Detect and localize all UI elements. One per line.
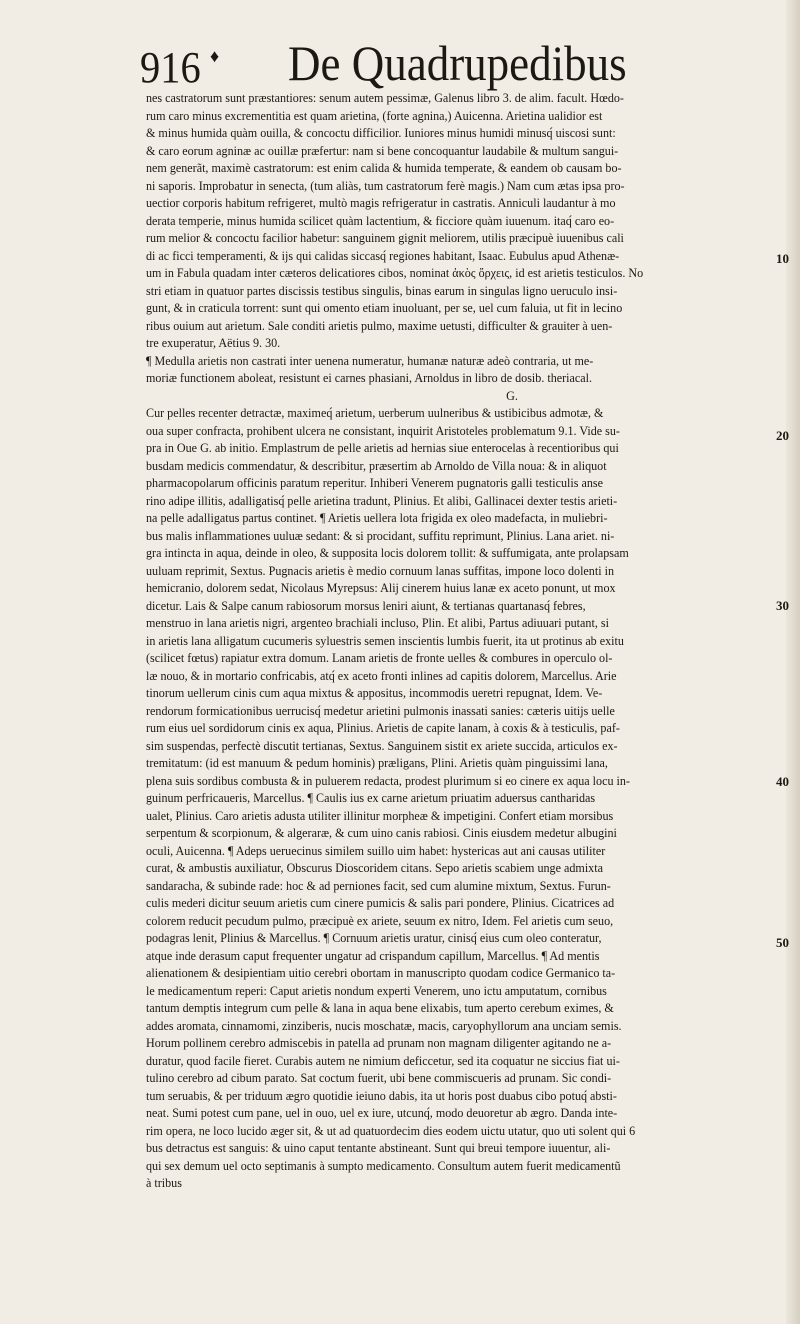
text-line: rino adipe illitis, adalligatisq́ pelle arietina tradunt, Plinius. Et alibi, Gallinacei dexter testis arieti- — [146, 493, 618, 508]
page-mark: ♦ — [210, 46, 220, 66]
text-line: Horum pollinem cerebro admiscebis in patella ad prunam non magnam diligenter agitando ne a- — [146, 1036, 612, 1050]
text-line: tremitatum: (id est manuum & pedum hominis) præligans, Plini. Arietis quàm pinguissimi lana, — [146, 756, 608, 770]
text-line: nem generãt, maximè castratorum: est enim calida & humida temperate, & eandem ob causam bo- — [146, 161, 622, 175]
text-line: menstruo in lana arietis nigri, argenteo brachiali incluso, Plin. Et alibi, Partus adiuuari putant, si — [146, 616, 609, 630]
margin-line-number: 20 — [776, 428, 789, 443]
text-line: pra in Oue G. ab initio. Emplastrum de pelle arietis ad hernias siue enterocelas à recentioribus qui — [146, 441, 619, 455]
text-line: di ac ficci temperamenti, & ijs qui calidas siccasq́ regiones habitant, Isaac. Eubulus apud Athenæ- — [146, 248, 620, 263]
text-line: sandaracha, & subinde rade: hoc & ad perniones facit, sed cum alumine mixtum, Sextus. Furun- — [146, 878, 611, 893]
text-line: plena suis sordibus combusta & in puluerem redacta, prodest plurimum si eo cinere ex aqua locu in- — [146, 773, 630, 788]
text-line: G. — [506, 388, 518, 403]
text-line: à tribus — [146, 1176, 182, 1190]
text-line: guinum perfricaueris, Marcellus. ¶ Caulis ius ex carne arietum priuatim aduersus cantharidas — [146, 791, 596, 805]
text-line: oua super confracta, prohibent ulcera ne consistant, inquirit Aristoteles problematum 9.1. Vide su- — [146, 423, 620, 438]
text-line: atque inde derasum caput frequenter ungatur ad crispandum capillum, Marcellus. ¶ Ad mentis — [146, 948, 600, 963]
text-line: derata temperie, minus humida scilicet quàm lactentium, & ficciore quàm iuuenum. itaq́ caro eo- — [146, 213, 615, 228]
text-line: nes castratorum sunt præstantiores: senum autem pessimæ, Galenus libro 3. de alim. facult. Hœdo- — [146, 91, 624, 105]
text-line: podagras lenit, Plinius & Marcellus. ¶ Cornuum arietis uratur, cinisq́ eius cum oleo conteratur, — [146, 931, 602, 945]
text-line: tum seruabis, & per triduum ægro quotidie ieiuno dabis, ita ut horis post duabus cibo potuq́ absti- — [146, 1088, 617, 1103]
text-line: rum eius uel sordidorum cinis ex aqua, Plinius. Arietis de capite lanam, à coxis & à testiculis, paf- — [146, 721, 620, 735]
text-line: gra intincta in aqua, deinde in oleo, & supposita locis dolorem tollit: & suffumigata, ante prolapsam — [146, 546, 629, 560]
text-line: addes aromata, cinnamomi, zinziberis, nucis moschatæ, macis, caryophyllorum ana unciam semis. — [146, 1018, 622, 1033]
text-line: alienationem & desipientiam uitio cerebri obortam in manuscripto quodam codice Germanico ta- — [146, 966, 616, 980]
page-header — [140, 35, 627, 92]
text-line: & caro eorum agninæ ac ouillæ præfertur: nam si bene concoquantur laudabile & multum sangui- — [146, 143, 619, 158]
text-line: ni saporis. Improbatur in senecta, (tum aliàs, tum castratorum ferè magis.) Nam cum ætas ipsa pro- — [146, 178, 625, 193]
text-line: uectior corporis habitum refrigeret, multò magis refrigeratur in castratis. Anniculi laudantur à mo — [146, 196, 616, 210]
margin-line-number: 50 — [776, 935, 789, 950]
text-line: læ nouo, & in mortario confricabis, atq́ ex aceto fronti inlines ad capitis dolorem, Marcellus. Arie — [146, 668, 617, 683]
text-line: busdam medicis commendatur, & describitur, præsertim ab Arnoldo de Villa noua: & in aliquot — [146, 458, 607, 473]
text-line: curat, & ambustis auxiliatur, Obscurus Dioscoridem citans. Sepo arietis scabiem unge admixta — [146, 861, 603, 875]
margin-line-number: 40 — [776, 774, 789, 789]
text-line: Cur pelles recenter detractæ, maximeq́ arietum, uerberum uulneribus & ustibicibus admotæ, & — [146, 406, 604, 420]
text-line: qui sex demum uel octo septimanis à sumpto medicamento. Consultum autem fuerit medicamentũ — [146, 1158, 621, 1173]
body-text — [146, 90, 768, 1300]
text-line: rim opera, ne loco lucido æger sit, & ut ad quatuordecim dies eodem uictu utatur, quo uti solent qui 6 — [146, 1123, 636, 1138]
page-gutter-shadow — [786, 0, 800, 1324]
text-line: rendorum formicationibus uerrucisq́ medetur arietini pulmonis inassati sanies: cæteris uitijs uelle — [146, 703, 615, 718]
text-line: tinorum uellerum cinis cum aqua mixtus & appositus, incommodis ueretri repugnat, Idem. Ve- — [146, 686, 603, 700]
text-line: ribus ouium aut arietum. Sale conditi arietis pulmo, maxime uetusti, difficulter & grauiter à uen- — [146, 318, 613, 333]
text-line: gunt, & in craticula torrent: sunt qui omento etiam inuoluant, per se, uel cum faluia, ut fit in lecino — [146, 301, 623, 315]
text-line: uuluam reprimit, Sextus. Pugnacis arietis è medio cornuum lanas suffitas, impone loco dolenti in — [146, 563, 614, 578]
text-line: hemicranio, dolorem sedat, Nicolaus Myrepsus: Alij cinerem huius lanæ ex aceto ponunt, ut mox — [146, 581, 616, 595]
text-line: tre exuperatur, Aëtius 9. 30. — [146, 336, 281, 350]
text-line: ¶ Medulla arietis non castrati inter uenena numeratur, humanæ naturæ adeò contraria, ut me- — [146, 353, 594, 368]
text-line: tulino cerebro ad cibum parato. Sat coctum fuerit, ubi bene commiscueris ad prunam. Sic condi- — [146, 1071, 612, 1085]
text-line: sim suspendas, perfectè discutit tertianas, Sextus. Sanguinem sistit ex ariete succida, articulos ex- — [146, 738, 618, 753]
text-line: moriæ functionem aboleat, resistunt ei carnes phasiani, Arnoldus in libro de dosib. theriacal. — [146, 371, 593, 385]
text-line: in arietis lana alligatum cucumeris syluestris semen inscientis lumbis fuerit, ita ut protinus ab exitu — [146, 633, 624, 648]
text-line: stri etiam in quatuor partes discissis testibus singulis, binas earum in singulas ligno ueruculo insi- — [146, 283, 618, 298]
text-line: pharmacopolarum officinis paratum reperitur. Inhiberi Venerem pugnatoris galli testiculis anse — [146, 476, 603, 490]
page-number: 916 — [140, 43, 201, 92]
margin-line-number: 10 — [776, 251, 789, 266]
text-line: serpentum & scorpionum, & algeraræ, & cum uino canis rabiosi. Cinis eiusdem medetur albugini — [146, 826, 617, 840]
text-line: colorem reducit pecudum pulmo, præcipuè ex ariete, seuum ex nitro, Idem. Fel arietis cum seuo, — [146, 913, 614, 928]
text-line: na pelle adalligatus partus continet. ¶ Arietis uellera lota frigida ex oleo madefacta, in muliebri- — [146, 511, 608, 525]
margin-line-number: 30 — [776, 598, 789, 613]
text-line: bus detractus est sanguis: & uino caput tentante abstineant. Sunt qui breui tempore iuuentur, ali- — [146, 1141, 611, 1155]
text-line: tantum demptis integrum cum pelle & lana in aqua bene elixabis, tum aperto cerebum eximes, & — [146, 1001, 614, 1015]
text-line: (scilicet fœtus) rapiatur extra domum. Lanam arietis de fronte uelles & combures in operculo ol- — [146, 651, 613, 665]
text-line: rum caro minus excrementitia est quam arietina, (forte agnina,) Auicenna. Arietina ualidior est — [146, 108, 603, 123]
text-line: culis mederi dicitur seuum arietis cum cinere pumicis & salis pari pondere, Plinius. Cicatrices ad — [146, 896, 615, 910]
text-line: um in Fabula quadam inter cæteros delicatiores cibos, nominat ἀκὸς ὄρχεις, id est arietis testiculos. No — [146, 266, 644, 280]
text-line: neat. Sumi potest cum pane, uel in ouo, uel ex iure, utcunq́, modo deuoretur ab ægro. Danda inte- — [146, 1106, 618, 1120]
text-line: ualet, Plinius. Caro arietis adusta utiliter illinitur morpheæ & impetigini. Confert etiam morsibus — [146, 808, 614, 823]
text-line: duratur, quod facile fieret. Curabis autem ne nimium deficcetur, sed ita coquatur ne siccius fiat ui- — [146, 1053, 620, 1068]
text-line: le medicamentum reperi: Caput arietis nondum experti Venerem, uno ictu amputatum, cornibus — [146, 983, 607, 998]
text-line: oculi, Auicenna. ¶ Adeps ueruecinus similem suillo uim habet: hystericas aut ani causas utiliter — [146, 843, 606, 858]
text-line: bus malis inflammationes uuluæ sedant: & si procidant, suffitu reprimunt, Plinius. Lana ariet. ni- — [146, 528, 615, 543]
text-line: rum melior & concoctu facilior habetur: sanguinem gignit meliorem, utilis præcipuè iuuenibus cali — [146, 231, 624, 245]
running-title: De Quadrupedibus — [288, 35, 627, 91]
text-line: & minus humida quàm ouilla, & concoctu difficilior. Iuniores minus humidi minusq́ uiscosi sunt: — [146, 126, 616, 140]
text-line: dicetur. Lais & Salpe canum rabiosorum morsus leniri aiunt, & tertianas quartanasq́ febres, — [146, 598, 586, 613]
